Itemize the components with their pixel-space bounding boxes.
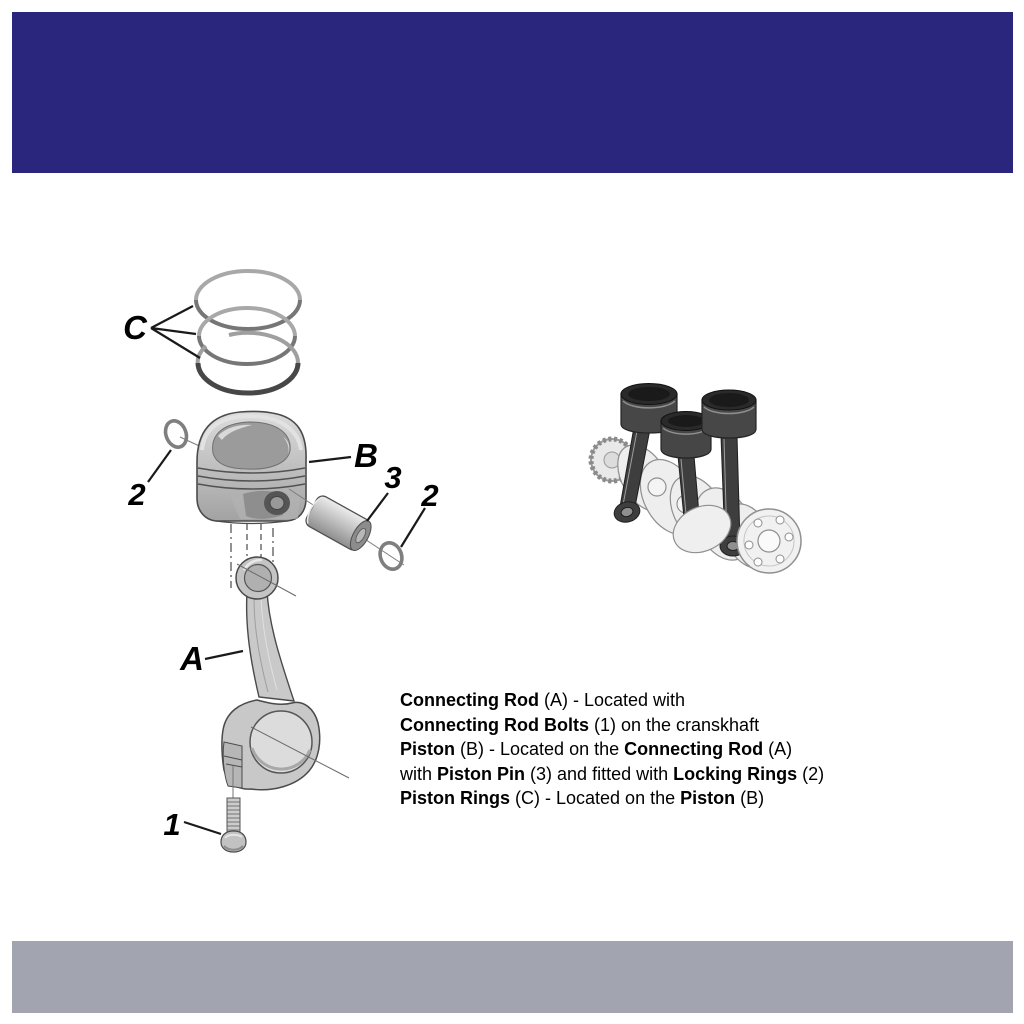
piston-pin-illustration [303,493,376,554]
label-2-left: 2 [128,477,146,512]
rod-big-end-bore [250,711,312,773]
label-a: A [180,640,204,677]
label-3-leader [367,493,388,521]
label-a-leader [205,651,243,659]
description-line: Connecting Rod (A) - Located with [400,690,686,710]
label-2-right-leader [401,508,425,547]
label-2-left-group [127,450,171,512]
crankshaft-assembly-illustration [591,384,801,577]
piston-rings-illustration [196,271,300,393]
description-line: Piston (B) - Located on the Connecting Rod (A) [400,739,793,759]
label-c-group [123,306,200,358]
parts-description [400,688,890,811]
label-c-leader-lines [151,306,200,358]
piston-illustration [197,411,306,523]
label-c: C [123,309,147,346]
description-line: Connecting Rod Bolts (1) on the cranskhaft [400,714,760,735]
label-2-right: 2 [421,478,439,513]
description-line: with Piston Pin (3) and fitted with Locking Rings (2) [400,763,825,784]
connecting-rod-illustration [222,557,349,790]
label-2-left-leader [148,450,171,482]
label-b: B [354,437,378,474]
crank-flange [737,509,801,573]
label-b-leader [309,457,351,462]
label-1: 1 [163,807,181,842]
label-a-group [179,640,243,677]
locking-ring-left [162,418,190,450]
label-b-group [309,437,378,474]
label-1-leader [184,822,221,834]
label-1-group [163,807,221,842]
description-line: Piston Rings (C) - Located on the Piston (B) [400,788,765,808]
label-2-right-group [401,478,439,547]
label-3: 3 [384,460,402,495]
